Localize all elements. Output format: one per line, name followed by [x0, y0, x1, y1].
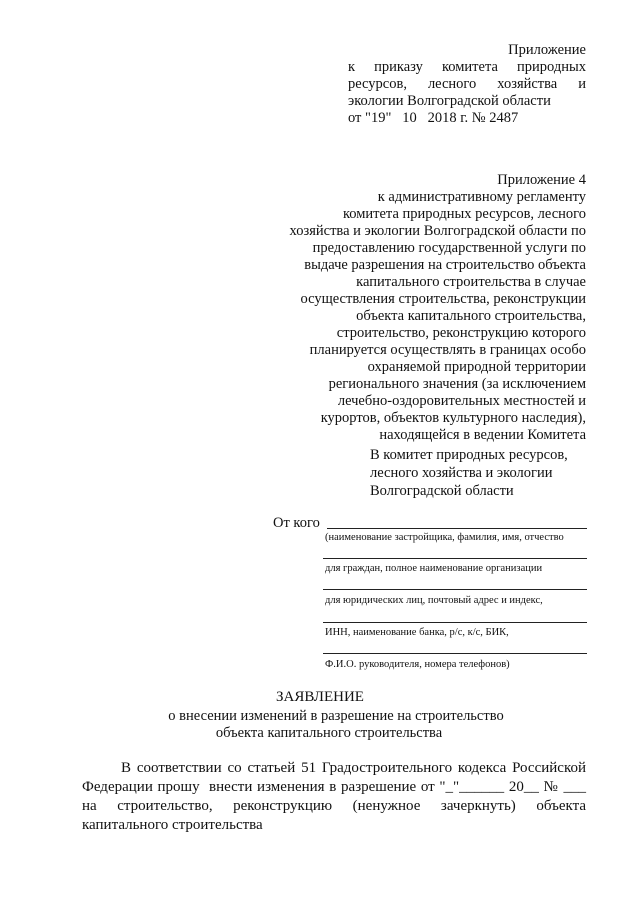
from-caption: для юридических лиц, почтовый адрес и индекс,	[325, 595, 543, 606]
body-line: Федерации прошу внести изменения в разрешение от "_"______ 20__ № ___	[82, 779, 586, 795]
regulation-attachment	[240, 172, 586, 444]
body-line: В соответствии со статьей 51 Градостроительного кодекса Российской	[121, 760, 586, 776]
addressee	[370, 446, 600, 500]
from-field-line[interactable]	[327, 528, 587, 529]
regulation-line: капитального строительства в случае	[356, 274, 586, 290]
from-field-line[interactable]	[323, 589, 587, 590]
regulation-line: строительство, реконструкцию которого	[336, 325, 586, 341]
regulation-line: Приложение 4	[497, 172, 586, 188]
addressee-line: В комитет природных ресурсов,	[370, 447, 568, 463]
regulation-line: предоставлению государственной услуги по	[312, 240, 586, 256]
order-attachment-title: Приложение	[508, 42, 586, 58]
regulation-line: регионального значения (за исключением	[328, 376, 586, 392]
regulation-line: лечебно-оздоровительных местностей и	[337, 393, 586, 409]
from-caption: для граждан, полное наименование организации	[325, 563, 543, 574]
body-line: капитального строительства	[82, 817, 263, 833]
from-label: От кого	[273, 515, 320, 531]
regulation-line: выдаче разрешения на строительство объекта	[304, 257, 586, 273]
from-field-line[interactable]	[323, 653, 587, 654]
regulation-line: планируется осуществлять в границах особо	[309, 342, 586, 358]
from-field-line[interactable]	[323, 622, 587, 623]
from-field-line[interactable]	[323, 558, 587, 559]
from-caption: (наименование застройщика, фамилия, имя, отчество	[325, 532, 564, 543]
regulation-line: находящейся в ведении Комитета	[379, 427, 586, 443]
regulation-line: курортов, объектов культурного наследия),	[320, 410, 586, 426]
order-attachment-line: экологии Волгоградской области	[348, 93, 551, 109]
from-caption: ИНН, наименование банка, р/с, к/с, БИК,	[325, 627, 509, 638]
from-caption: Ф.И.О. руководителя, номера телефонов)	[325, 659, 510, 670]
regulation-line: охраняемой природной территории	[367, 359, 586, 375]
regulation-line: хозяйства и экологии Волгоградской области по	[289, 223, 586, 239]
addressee-line: Волгоградской области	[370, 483, 514, 499]
regulation-line: осуществления строительства, реконструкции	[300, 291, 586, 307]
statement-title: ЗАЯВЛЕНИЕ	[276, 689, 364, 705]
regulation-line: объекта капитального строительства,	[356, 308, 586, 324]
order-attachment-line: ресурсов, лесного хозяйства и	[348, 76, 586, 92]
order-date-number: от "19" 10 2018 г. № 2487	[348, 110, 519, 126]
regulation-line: к административному регламенту	[377, 189, 586, 205]
statement-subtitle-line: о внесении изменений в разрешение на строительство	[168, 708, 504, 724]
addressee-line: лесного хозяйства и экологии	[370, 465, 553, 481]
order-attachment-line: к приказу комитета природных	[348, 59, 586, 75]
statement-subtitle-line: объекта капитального строительства	[215, 725, 443, 741]
body-line: на строительство, реконструкцию (ненужное зачеркнуть) объекта	[82, 798, 586, 814]
regulation-line: комитета природных ресурсов, лесного	[342, 206, 586, 222]
